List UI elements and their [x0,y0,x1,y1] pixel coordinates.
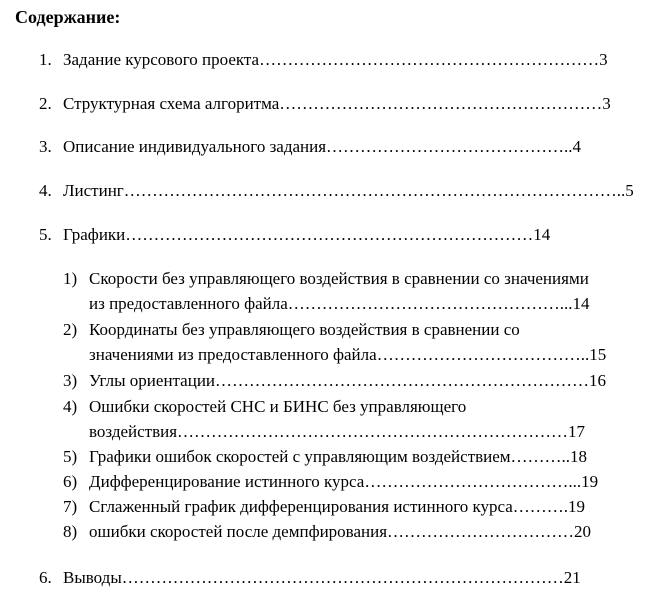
toc-subentry-line: Сглаженный график дифференцирования истинного курса……….19 [89,497,586,516]
toc-entry-text: Описание индивидуального задания……………………………………..4 [63,137,582,156]
toc-subentry-number: 5) [63,447,78,466]
toc-entry-number: 4. [39,181,52,200]
toc-entry-text: Листинг……………………………………………………………………………..5 [63,181,634,200]
toc-subentry-line: Координаты без управляющего воздействия в сравнении со [89,320,520,339]
toc-subentry-line: Ошибки скоростей СНС и БИНС без управляющего [89,397,467,416]
toc-entry-text: Задание курсового проекта……………………………………………………3 [63,50,608,69]
toc-subentry-line: Скорости без управляющего воздействия в сравнении со значениями [89,269,589,288]
toc-subentry-number: 2) [63,320,78,339]
toc-subentry-number: 6) [63,472,78,491]
toc-subentry-line: Графики ошибок скоростей с управляющим воздействием………..18 [89,447,588,466]
toc-entry-number: 2. [39,94,52,113]
toc-entry-number: 6. [39,568,52,587]
toc-subentry-line: Углы ориентации…………………………………………………………16 [89,371,607,390]
toc-entry-text: Выводы……………………………………………………………………21 [63,568,581,587]
toc-subentry-number: 7) [63,497,78,516]
toc-entry-text: Графики………………………………………………………………14 [63,225,551,244]
toc-subentry-line: значениями из предоставленного файла………………………………..15 [89,345,607,364]
toc-subentry-line: из предоставленного файла…………………………………………...14 [89,294,590,313]
toc-entry-text: Структурная схема алгоритма…………………………………………………3 [63,94,611,113]
toc-subentry-number: 1) [63,269,78,288]
toc-subentry-number: 3) [63,371,78,390]
toc-entry-number: 1. [39,50,52,69]
toc-entry-number: 5. [39,225,52,244]
toc-subentry-number: 4) [63,397,78,416]
toc-subentry-line: ошибки скоростей после демпфирования……………………………20 [89,522,592,541]
toc-subentry-line: воздействия……………………………………………………………17 [89,422,586,441]
toc-subentry-line: Дифференцирование истинного курса………………………………...19 [89,472,599,491]
toc-subentry-number: 8) [63,522,78,541]
toc-title: Содержание: [15,7,121,27]
toc-entry-number: 3. [39,137,52,156]
